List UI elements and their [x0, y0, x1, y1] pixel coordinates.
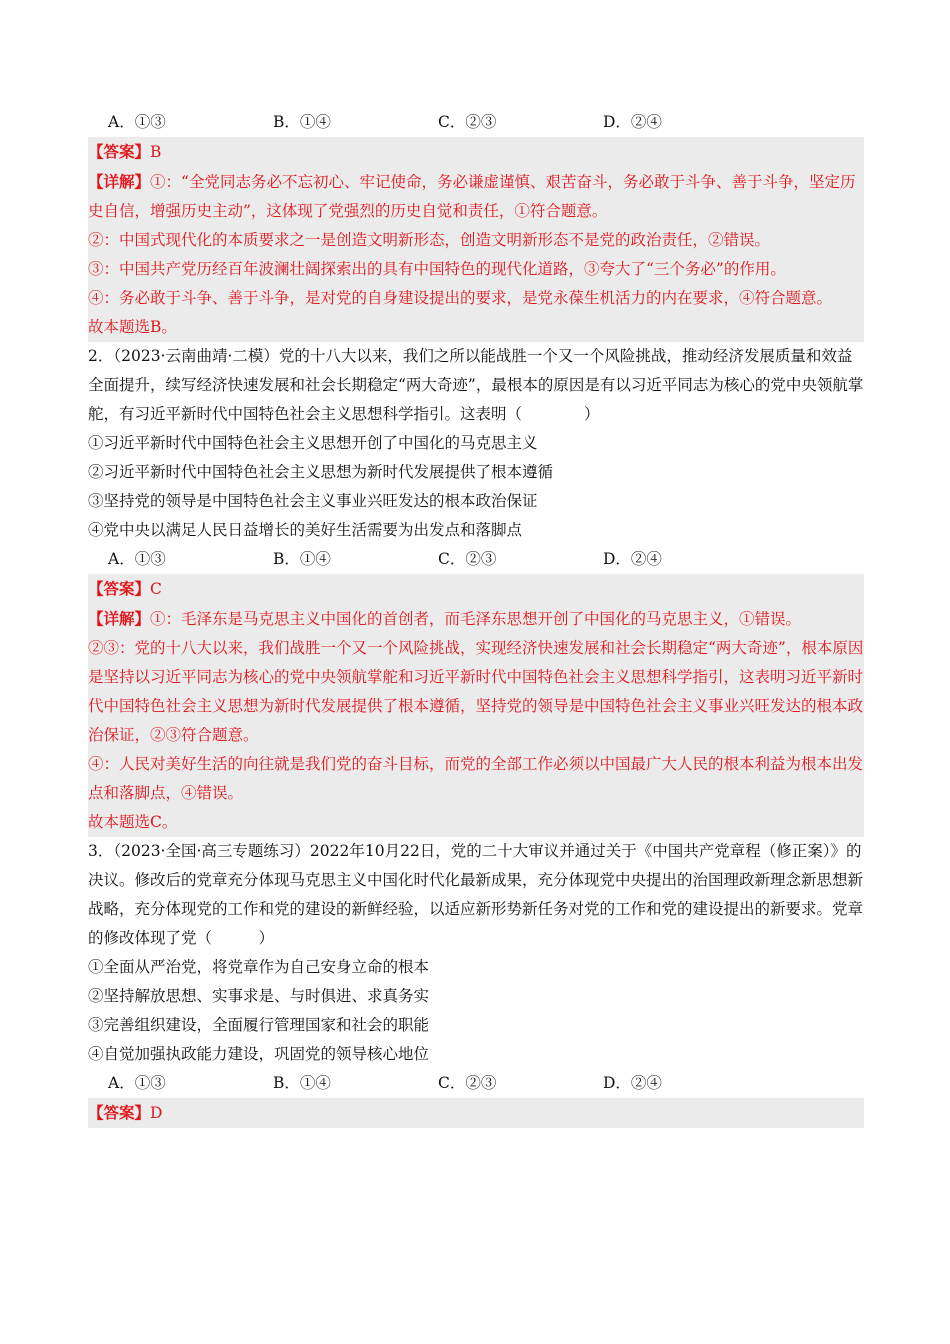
- q1-option-d: D．②④: [603, 113, 662, 131]
- q3-statement-1: ①全面从严治党，将党章作为自己安身立命的根本: [88, 958, 430, 976]
- q3-option-c: C．②③: [438, 1074, 497, 1092]
- q2-answer: [88, 574, 864, 604]
- q3-options: [88, 1069, 864, 1098]
- q3-stem: 3．（2023·全国·高三专题练习）2022年10月22日，党的二十大审议并通过关于《中国共产党章程（修正案）》的决议。修改后的党章充分体现马克思主义中国化时代化最新成果，充分体现党中央提出的治国理政新理念新思想新战略，充分体现党的工作和党的建设的新鲜经验，以适应新形势新任务对党的工作和党的建设提出的新要求。党章的修改体现了党（ ）: [88, 842, 864, 947]
- q1-detail-1: 【详解】①：“全党同志务必不忘初心、牢记使命，务必谦虚谨慎、艰苦奋斗，务必敢于斗争、善于斗争，坚定历史自信，增强历史主动”，这体现了党强烈的历史自觉和责任，①符合题意。: [88, 172, 856, 220]
- q2-option-b: B．①④: [273, 550, 331, 568]
- q3-statement-4: ④自觉加强执政能力建设，巩固党的领导核心地位: [88, 1045, 430, 1063]
- q3-answer-block: [88, 1098, 864, 1128]
- q3-option-a: A．①③: [108, 1074, 166, 1092]
- q1-answer-value: B: [150, 143, 162, 161]
- q2-statement-4: ④党中央以满足人民日益增长的美好生活需要为出发点和落脚点: [88, 521, 523, 539]
- q3-option-d: D．②④: [603, 1074, 662, 1092]
- q1-options: [88, 108, 864, 137]
- q2-detail-label: 【详解】: [88, 609, 151, 628]
- q2-answer-label: 【答案】: [88, 579, 151, 598]
- q1-answer-label: 【答案】: [88, 142, 151, 161]
- q3-answer-value: D: [150, 1104, 163, 1122]
- q2-detail-2: ②③：党的十八大以来，我们战胜一个又一个风险挑战，实现经济快速发展和社会长期稳定“两大奇迹”，根本原因是坚持以习近平同志为核心的党中央领航掌舵和习近平新时代中国特色社会主义思想科学指引，这表明习近平新时代中国特色社会主义思想为新时代发展提供了根本遵循，坚持党的领导是中国特色社会主义事业兴旺发达的根本政治保证，②③符合题意。: [88, 639, 864, 744]
- q3-statement-2: ②坚持解放思想、实事求是、与时俱进、求真务实: [88, 987, 430, 1005]
- q1-conclusion: 故本题选B。: [88, 318, 177, 336]
- q1-option-a: A．①③: [108, 113, 166, 131]
- q1-option-c: C．②③: [438, 113, 497, 131]
- q2-statement-3: ③坚持党的领导是中国特色社会主义事业兴旺发达的根本政治保证: [88, 492, 538, 510]
- q1-detail-label: 【详解】: [88, 172, 151, 191]
- q2-conclusion: 故本题选C。: [88, 813, 178, 831]
- q3-answer: [88, 1098, 864, 1128]
- q1-answer: [88, 137, 864, 167]
- document-page: [88, 108, 864, 1128]
- q1-detail-2: ②：中国式现代化的本质要求之一是创造文明新形态，创造文明新形态不是党的政治责任，②错误。: [88, 231, 771, 249]
- q1-answer-block: [88, 137, 864, 342]
- q2-answer-value: C: [150, 580, 162, 598]
- q1-detail-4: ④：务必敢于斗争、善于斗争，是对党的自身建设提出的要求，是党永葆生机活力的内在要求，④符合题意。: [88, 289, 833, 307]
- q2-statement-2: ②习近平新时代中国特色社会主义思想为新时代发展提供了根本遵循: [88, 463, 554, 481]
- q2-option-a: A．①③: [108, 550, 166, 568]
- q3-statement-3: ③完善组织建设，全面履行管理国家和社会的职能: [88, 1016, 430, 1034]
- q2-statement-1: ①习近平新时代中国特色社会主义思想开创了中国化的马克思主义: [88, 434, 538, 452]
- q2-answer-block: [88, 574, 864, 837]
- q2-detail-1: 【详解】①：毛泽东是马克思主义中国化的首创者，而毛泽东思想开创了中国化的马克思主义，①错误。: [88, 609, 802, 628]
- q1-option-b: B．①④: [273, 113, 331, 131]
- q2-detail-3: ④：人民对美好生活的向往就是我们党的奋斗目标，而党的全部工作必须以中国最广大人民的根本利益为根本出发点和落脚点，④错误。: [88, 755, 864, 802]
- q2-option-d: D．②④: [603, 550, 662, 568]
- q2-stem: 2．（2023·云南曲靖·二模）党的十八大以来，我们之所以能战胜一个又一个风险挑战，推动经济发展质量和效益全面提升，续写经济快速发展和社会长期稳定“两大奇迹”，最根本的原因是有以习近平同志为核心的党中央领航掌舵，有习近平新时代中国特色社会主义思想科学指引。这表明（ ）: [88, 347, 864, 423]
- q3-option-b: B．①④: [273, 1074, 331, 1092]
- q1-detail-3: ③：中国共产党历经百年波澜壮阔探索出的具有中国特色的现代化道路，③夸大了“三个务必”的作用。: [88, 260, 786, 278]
- q2-option-c: C．②③: [438, 550, 497, 568]
- q3-answer-label: 【答案】: [88, 1103, 151, 1122]
- q2-options: [88, 545, 864, 574]
